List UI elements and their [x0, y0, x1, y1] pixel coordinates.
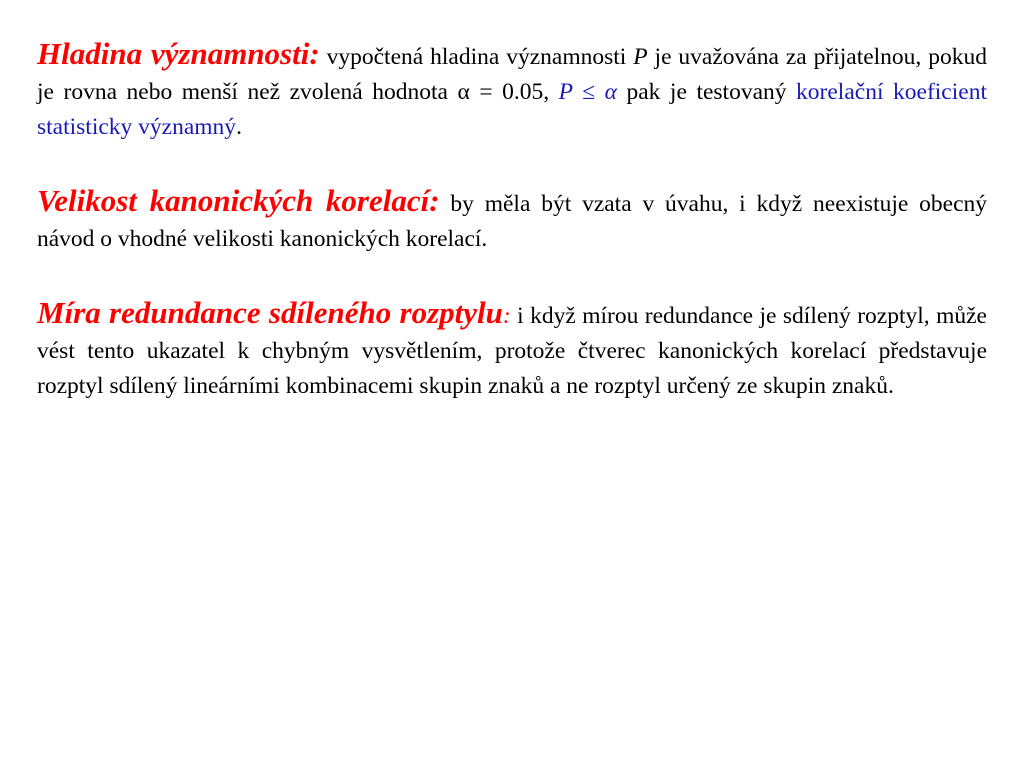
variable-p: P [633, 44, 648, 70]
paragraph-text: pak je testovaný [616, 79, 797, 105]
highlighted-phrase: korelační koeficient statisticky významný [37, 79, 987, 140]
term-canonical-correlations: Velikost kanonických korelací: [37, 183, 440, 218]
term-significance-level: Hladina významnosti: [37, 36, 320, 71]
paragraph-text: je uvažována za přijatelnou, pokud je rovna nebo menší než zvolená hodnota α = 0.05, [37, 44, 987, 105]
paragraph-text: by měla být vzata v úvahu, i když neexistuje obecný návod o vhodné velikosti kanonických korelací. [37, 191, 987, 252]
slide-content [37, 36, 987, 404]
term-redundancy: Míra redundance sdíleného rozptylu [37, 295, 503, 330]
paragraph-text: . [236, 114, 242, 140]
term-colon: : [502, 303, 511, 329]
paragraph-text: i když mírou redundance je sdílený rozptyl, může vést tento ukazatel k chybným vysvětlením, protože čtverec kanonických korelací představuje rozptyl sdílený lineárními kombinacemi skupin znaků a ne rozptyl určený ze skupin znaků. [37, 303, 987, 399]
condition-p-le-alpha: P ≤ α [558, 79, 617, 105]
paragraph-canonical-correlations [37, 183, 987, 257]
paragraph-significance-level [37, 36, 987, 145]
paragraph-text: vypočtená hladina významnosti [319, 44, 634, 70]
paragraph-redundancy [37, 295, 987, 404]
